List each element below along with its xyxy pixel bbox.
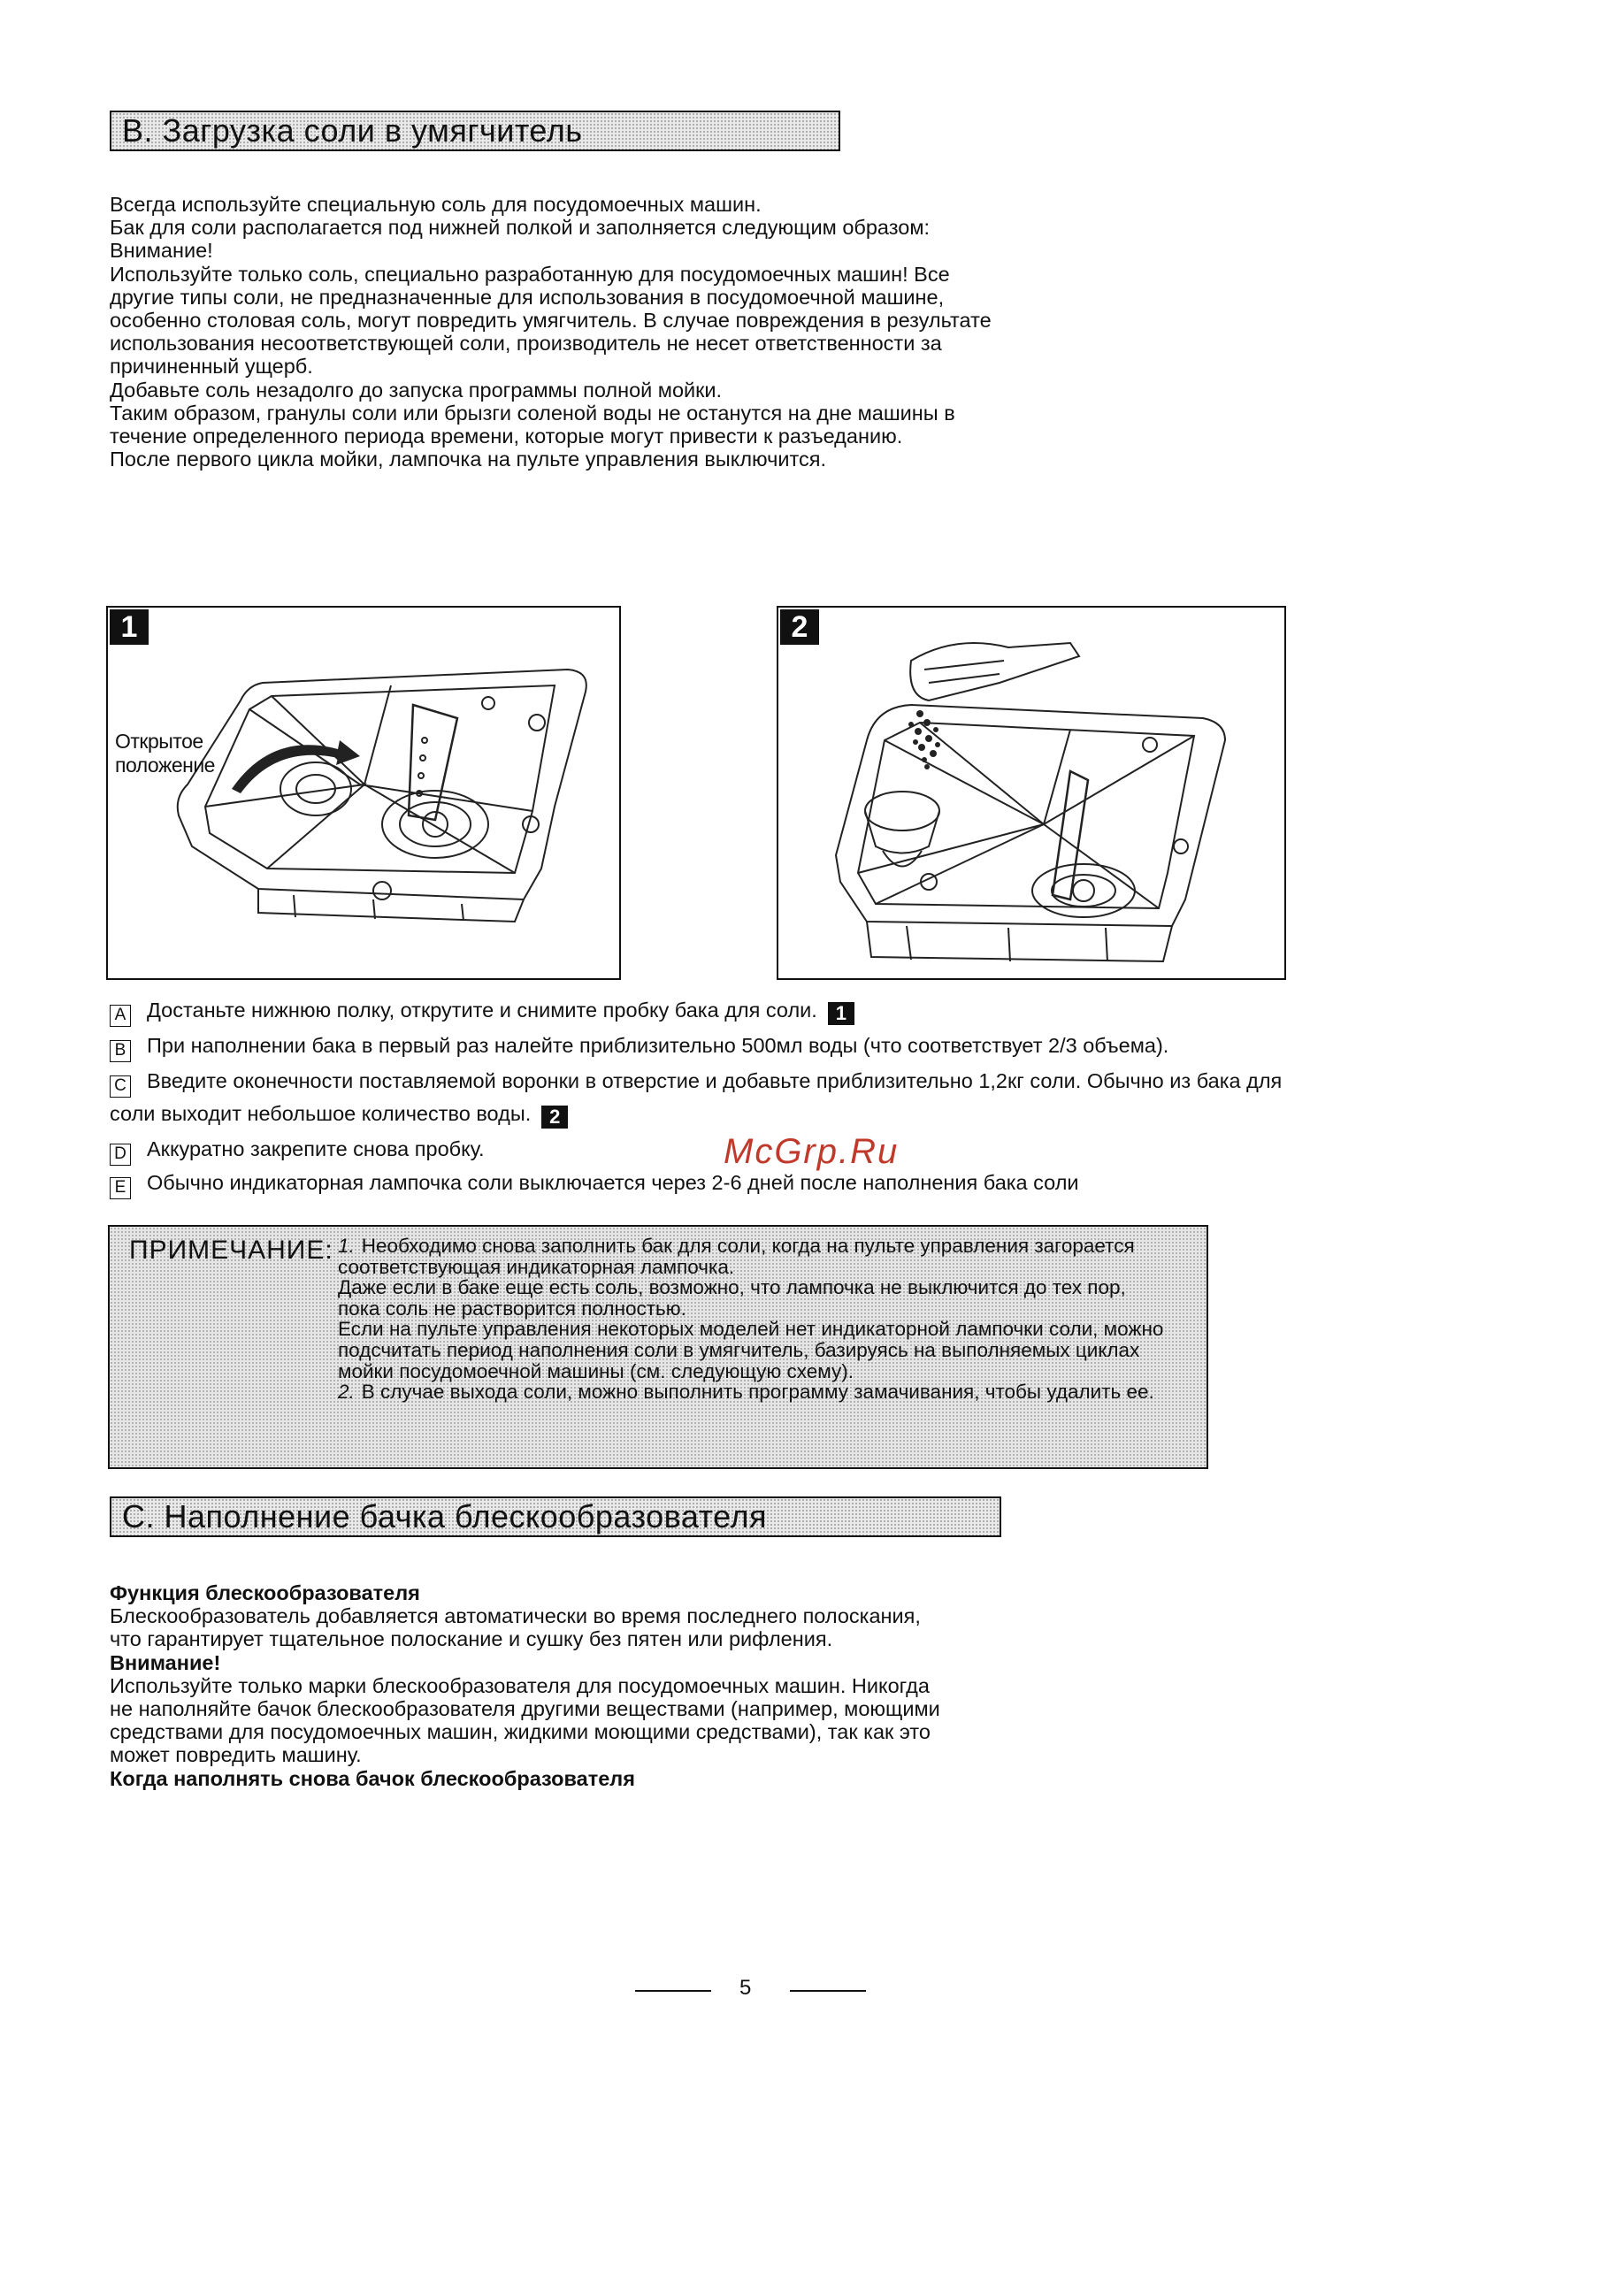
open-position-label — [115, 730, 215, 777]
note-line: соответствующая индикаторная лампочка. — [338, 1255, 735, 1278]
step-a — [110, 998, 854, 1027]
section-b-title-text: B. Загрузка соли в умягчитель — [122, 112, 583, 149]
step-e-text: Обычно индикаторная лампочка соли выключается через 2-6 дней после наполнения бака соли — [147, 1171, 1079, 1194]
section-b-paragraph — [110, 193, 992, 471]
step-letter-e: E — [110, 1177, 131, 1199]
dishwasher-tub-illustration — [108, 608, 619, 978]
step-letter-d: D — [110, 1144, 131, 1166]
section-c-title-text: C. Наполнение бачка блескообразователя — [122, 1498, 767, 1534]
paragraph-line: причиненный ущерб. — [110, 355, 313, 379]
step-e — [110, 1170, 1079, 1199]
note-label: ПРИМЕЧАНИЕ: — [129, 1236, 333, 1265]
section-c-title — [110, 1496, 1001, 1537]
note-number-1: 1. — [338, 1235, 355, 1257]
paragraph-line: использования несоответствующей соли, производитель не несет ответственности за — [110, 332, 942, 356]
paragraph-line: что гарантирует тщательное полоскание и сушку без пятен или рифления. — [110, 1627, 833, 1651]
paragraph-line: другие типы соли, не предназначенные для использования в посудомоечной машине, — [110, 285, 945, 309]
section-c-body — [110, 1581, 940, 1790]
step-b-text: При наполнении бака в первый раз налейте приблизительно 500мл воды (что соответствует 2/3 объема). — [147, 1034, 1169, 1057]
paragraph-line: Блескообразователь добавляется автоматически во время последнего полоскания, — [110, 1604, 921, 1628]
step-d-text: Аккуратно закрепите снова пробку. — [147, 1137, 485, 1160]
note-line: Даже если в баке еще есть соль, возможно, что лампочка не выключится до тех пор, — [338, 1276, 1126, 1299]
paragraph-line: может повредить машину. — [110, 1743, 362, 1767]
paragraph-line: течение определенного периода времени, которые могут привести к разъеданию. — [110, 425, 903, 448]
step-letter-a: A — [110, 1005, 131, 1027]
note-line: Если на пульте управления некоторых моделей нет индикаторной лампочки соли, можно — [338, 1318, 1164, 1341]
note-number-2: 2. — [338, 1381, 355, 1404]
step-c-continuation — [110, 1101, 568, 1129]
step-c-figure-ref: 2 — [541, 1106, 568, 1129]
paragraph-line: средствами для посудомоечных машин, жидкими моющими средствами), так как это — [110, 1720, 931, 1744]
paragraph-line: Таким образом, гранулы соли или брызги соленой воды не останутся на дне машины в — [110, 401, 955, 425]
page-number-dash-left — [635, 1990, 711, 1992]
subtitle-attention: Внимание! — [110, 1650, 221, 1674]
note-line — [338, 1236, 1163, 1257]
figure-1-badge: 1 — [110, 609, 149, 645]
note-lines — [338, 1236, 1163, 1403]
note-line: пока соль не растворится полностью. — [338, 1297, 686, 1320]
note-line: подсчитать период наполнения соли в умягчитель, базируясь на выполняемых циклах — [338, 1338, 1140, 1361]
page-number-dash-right — [790, 1990, 866, 1992]
paragraph-line: Добавьте соль незадолго до запуска программы полной мойки. — [110, 378, 723, 402]
subtitle-when-to-refill: Когда наполнять снова бачок блескообразователя — [110, 1766, 635, 1790]
note-box — [108, 1225, 1208, 1469]
step-d — [110, 1137, 485, 1166]
paragraph-line: Всегда используйте специальную соль для посудомоечных машин. — [110, 193, 762, 216]
paragraph-line: Бак для соли располагается под нижней полкой и заполняется следующим образом: — [110, 216, 930, 240]
open-position-label-line1: Открытое — [115, 730, 203, 753]
step-letter-c: C — [110, 1075, 131, 1098]
paragraph-line: После первого цикла мойки, лампочка на пульте управления выключится. — [110, 448, 827, 471]
figure-2-badge: 2 — [780, 609, 819, 645]
step-b — [110, 1033, 1168, 1062]
paragraph-line: Внимание! — [110, 239, 213, 263]
open-position-label-line2: положение — [115, 754, 215, 777]
note-line — [338, 1381, 1163, 1403]
paragraph-line: не наполняйте бачок блескообразователя другими веществами (например, моющими — [110, 1697, 940, 1721]
step-c-text-2: соли выходит небольшое количество воды. — [110, 1102, 532, 1125]
watermark: McGrp.Ru — [724, 1132, 900, 1171]
note-line-text: В случае выхода соли, можно выполнить программу замачивания, чтобы удалить ее. — [361, 1381, 1154, 1404]
step-letter-b: B — [110, 1040, 131, 1062]
step-a-text: Достаньте нижнюю полку, открутите и снимите пробку бака для соли. — [147, 999, 817, 1022]
salt-funnel-illustration — [778, 608, 1284, 978]
page-number: 5 — [739, 1976, 752, 2000]
section-b-title — [110, 111, 840, 151]
subtitle-rinse-aid-function: Функция блескообразователя — [110, 1581, 420, 1604]
step-c — [110, 1068, 1282, 1098]
paragraph-line: Используйте только марки блескообразователя для посудомоечных машин. Никогда — [110, 1673, 930, 1697]
figure-1 — [106, 606, 621, 980]
paragraph-line: особенно столовая соль, могут повредить умягчитель. В случае повреждения в результате — [110, 309, 992, 333]
step-a-figure-ref: 1 — [828, 1002, 854, 1025]
note-line-text: Необходимо снова заполнить бак для соли, когда на пульте управления загорается — [361, 1235, 1135, 1257]
figure-2 — [777, 606, 1286, 980]
paragraph-line: Используйте только соль, специально разработанную для посудомоечных машин! Все — [110, 262, 950, 286]
step-c-text: Введите оконечности поставляемой воронки в отверстие и добавьте приблизительно 1,2кг соли. Обычно из бака для — [147, 1069, 1283, 1092]
note-line: мойки посудомоечной машины (см. следующую схему). — [338, 1359, 854, 1382]
